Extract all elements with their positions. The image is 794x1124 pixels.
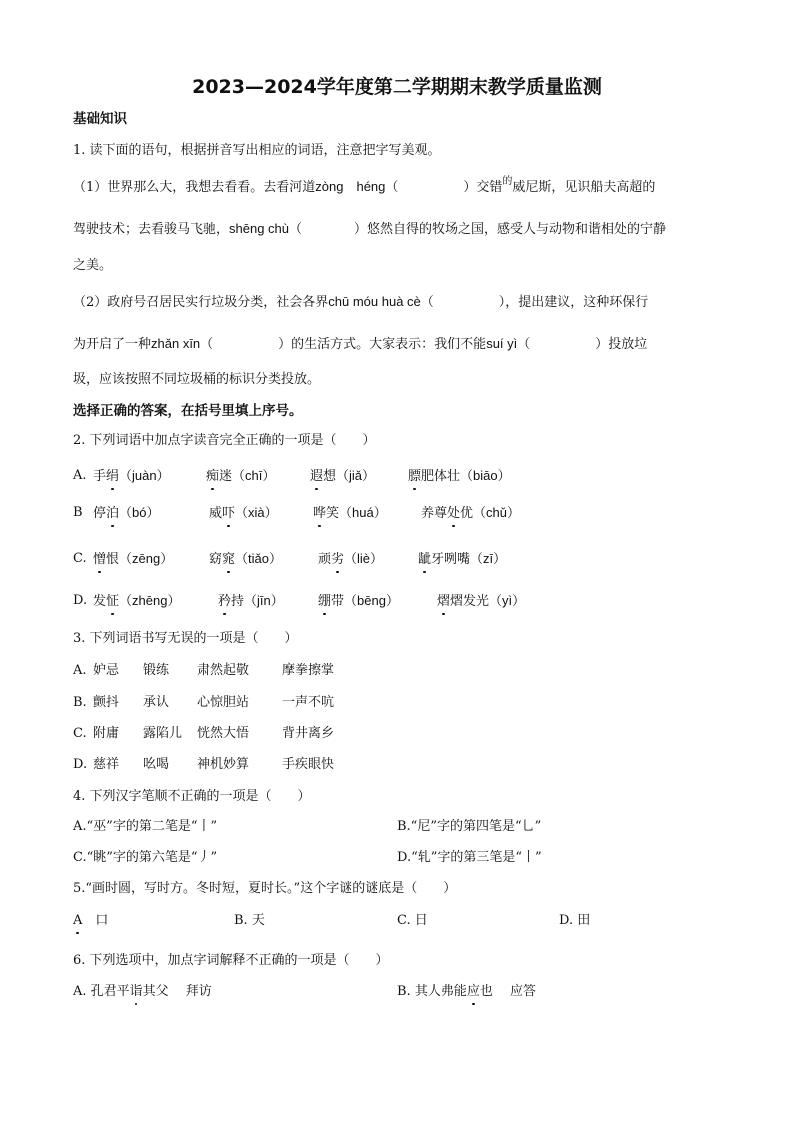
pinyin-zongheng: zòng héng	[315, 179, 386, 194]
q4-option-b[interactable]: B.“尼”字的第四笔是“乚”	[397, 819, 542, 834]
answer-blank-2[interactable]: （ ）悠然自得的牧场之国，感受人与动物和谐相处的宁静	[289, 222, 667, 237]
answer-blank-3[interactable]: （ ），提出建议，这种环保行	[420, 295, 649, 310]
q4-stem: 4. 下列汉字笔顺不正确的一项是（ ）	[73, 789, 311, 804]
q1-stem: 1. 读下面的语句，根据拼音写出相应的词语，注意把字写美观。	[73, 143, 441, 158]
q1-p1-line2: 驾驶技术；去看骏马飞驰，shēng chù（ ）悠然自得的牧场之国，感受人与动物和谐相处的宁静	[73, 221, 667, 237]
q4-option-c[interactable]: C.“眺”字的第六笔是“丿”	[73, 850, 218, 865]
q4-option-a[interactable]: A.“巫”字的第二笔是“丨”	[73, 819, 218, 834]
q6-stem: 6. 下列选项中，加点字词解释不正确的一项是（ ）	[73, 953, 389, 968]
q5-option-c[interactable]: C. 日	[397, 913, 428, 928]
exam-page: 2023—2024学年度第二学期期末教学质量监测 基础知识 1. 读下面的语句，根据拼音写出相应的词语，注意把字写美观。 （1）世界那么大，我想去看看。去看河道zòng héng（ ）交错$^的$威尼斯，见识船夫高超的 驾驶技术；去看骏马飞驰，shēng chù（ ）悠然自得的牧场之国，感受人与动物和谐相处的宁静 之美。 （2）政府号召居民实行垃圾分类，社会各界chū móu huà cè（ ），提出建议，这种环保行 为开启了一种zhǎn xīn（ ）的生活方式。大家表示：我们不能suí yì（ ）投放垃 圾，应该按照不同垃圾桶的标识分类投放。 选择正确的答案，在括号里填上序号。 2. 下列词语中加点字读音完全正确的一项是（ ） A. 手绢（juàn） 痴迷（chī） 遐想（jiǎ） 膘肥体壮（biāo） B 停泊（bó） 威吓（xià） 哗笑（huá） 养尊处优（chǔ） C. 憎恨（zēng） 窈窕（tiǎo） 顽劣（liè） 龇牙咧嘴（zī） D. 发怔（zhēng） 矜持（jīn） 绷带（bēng） 熠熠发光（yì） 3. 下列词语书写无误的一项是（ ） A. 妒忌 锻练 肃然起敬 摩拳擦掌 B. 颤抖 承认 心惊胆站 一声不吭 C. 附庸 露陷儿 恍然大悟 背井离乡 D. 慈祥 吆喝 神机妙算 手疾眼快 4. 下列汉字笔顺不正确的一项是（ ） A.“巫”字的第二笔是“丨” B.“尼”字的第四笔是“乚” C.“眺”字的第六笔是“丿” D.“轧”字的第三笔是“丨” 5.“画时圆，写时方。冬时短，夏时长。”这个字谜的谜底是（ ） A 口 B. 天 C. 日 D. 田 6. 下列选项中，加点字词解释不正确的一项是（ ） A. 孔君平诣其父 拜访 B. 其人弗能应也 应答	[0, 0, 794, 1124]
q6-option-b[interactable]: B. 其人弗能应也 应答	[397, 984, 536, 999]
q5-option-b[interactable]: B. 天	[234, 913, 265, 928]
q4-row2	[73, 849, 542, 867]
pinyin-chumouhuace: chū móu huà cè	[328, 294, 421, 309]
q4-option-d[interactable]: D.“轧”字的第三笔是“丨”	[397, 850, 542, 865]
section-heading-basic: 基础知识	[73, 111, 127, 127]
q1-p2-line2: 为开启了一种zhǎn xīn（ ）的生活方式。大家表示：我们不能suí yì（ ）投放垃	[73, 336, 648, 352]
q6-row1	[73, 983, 536, 1001]
q1-p1-line3: 之美。	[73, 258, 113, 273]
pinyin-shengchu: shēng chù	[229, 221, 290, 236]
answer-blank-1[interactable]: （ ）交错	[385, 180, 503, 195]
q5-option-a[interactable]: A 口	[73, 913, 109, 928]
q6-option-a[interactable]: A. 孔君平诣其父 拜访	[73, 984, 212, 999]
q1-p1-line1: （1）世界那么大，我想去看看。去看河道zòng héng（ ）交错$^的$威尼斯，见识船夫高超的	[73, 176, 656, 195]
pinyin-suiyi: suí yì	[486, 336, 518, 351]
q3-stem: 3. 下列词语书写无误的一项是（ ）	[73, 631, 298, 646]
pinyin-zhanxin: zhǎn xīn	[151, 336, 201, 351]
q5-stem: 5.“画时圆，写时方。冬时短，夏时长。”这个字谜的谜底是（ ）	[73, 881, 457, 896]
q1-p2-line3: 圾，应该按照不同垃圾桶的标识分类投放。	[73, 372, 321, 387]
q5-option-d[interactable]: D. 田	[559, 913, 591, 928]
answer-blank-5[interactable]: （ ）投放垃	[517, 337, 648, 352]
q2-stem: 2. 下列词语中加点字读音完全正确的一项是（ ）	[73, 433, 376, 448]
section-heading-choice: 选择正确的答案，在括号里填上序号。	[73, 403, 303, 419]
answer-blank-4[interactable]: （ ）的生活方式。大家表示：我们不能	[200, 337, 487, 352]
q1-p2-line1: （2）政府号召居民实行垃圾分类，社会各界chū móu huà cè（ ），提出建议，这种环保行	[73, 294, 649, 310]
page-title: 2023—2024学年度第二学期期末教学质量监测	[192, 76, 602, 98]
q4-row1	[73, 818, 542, 836]
